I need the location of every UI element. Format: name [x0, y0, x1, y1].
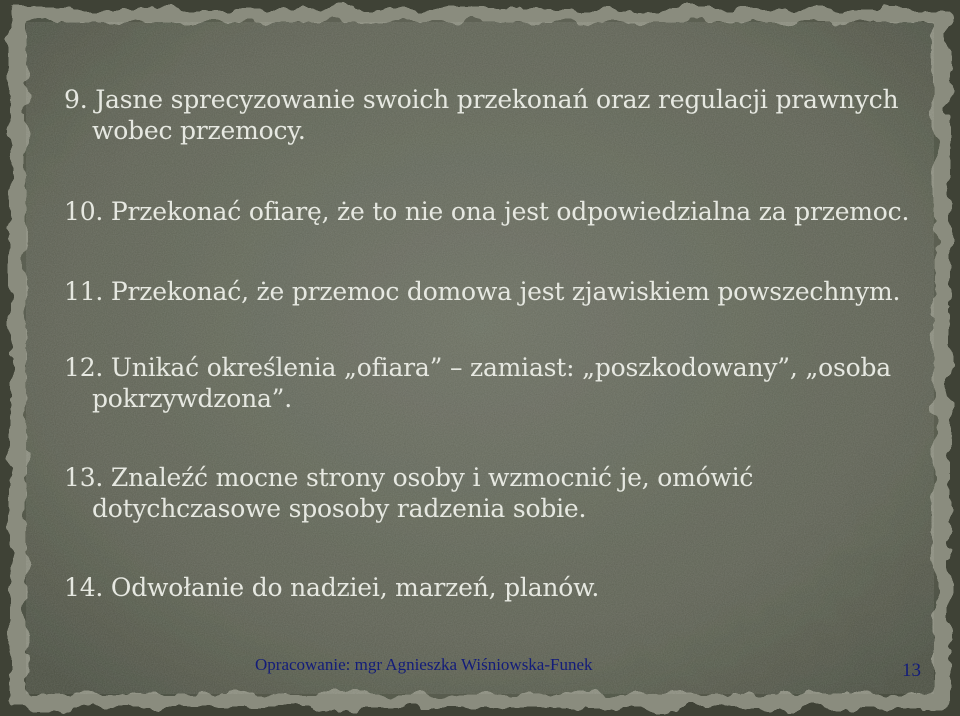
- list-item: [64, 84, 924, 146]
- item-text: Przekonać ofiarę, że to nie ona jest odpowiedzialna za przemoc.: [110, 197, 910, 226]
- item-text-continued: dotychczasowe sposoby radzenia sobie.: [92, 494, 587, 523]
- item-number: 9.: [64, 85, 88, 114]
- item-number: 11.: [64, 277, 104, 306]
- item-text: Jasne sprecyzowanie swoich przekonań oraz regulacji prawnych: [95, 85, 899, 114]
- list-item: [64, 276, 924, 307]
- list-item: [64, 196, 924, 227]
- item-text: Znaleźć mocne strony osoby i wzmocnić je, omówić: [110, 463, 754, 492]
- item-text: Odwołanie do nadziei, marzeń, planów.: [110, 573, 600, 602]
- item-text: Unikać określenia „ofiara” – zamiast: „poszkodowany”, „osoba: [110, 353, 891, 382]
- item-number: 10.: [64, 197, 104, 226]
- item-text: Przekonać, że przemoc domowa jest zjawiskiem powszechnym.: [110, 277, 901, 306]
- list-item: [64, 462, 924, 524]
- page-number: 13: [902, 660, 921, 681]
- item-text-continued: wobec przemocy.: [92, 116, 306, 145]
- footer-author: Opracowanie: mgr Agnieszka Wiśniowska-Funek: [255, 655, 593, 674]
- item-number: 14.: [64, 573, 104, 602]
- list-item: [64, 352, 924, 414]
- item-number: 12.: [64, 353, 104, 382]
- item-number: 13.: [64, 463, 104, 492]
- list-item: [64, 572, 924, 603]
- item-text-continued: pokrzywdzona”.: [92, 384, 293, 413]
